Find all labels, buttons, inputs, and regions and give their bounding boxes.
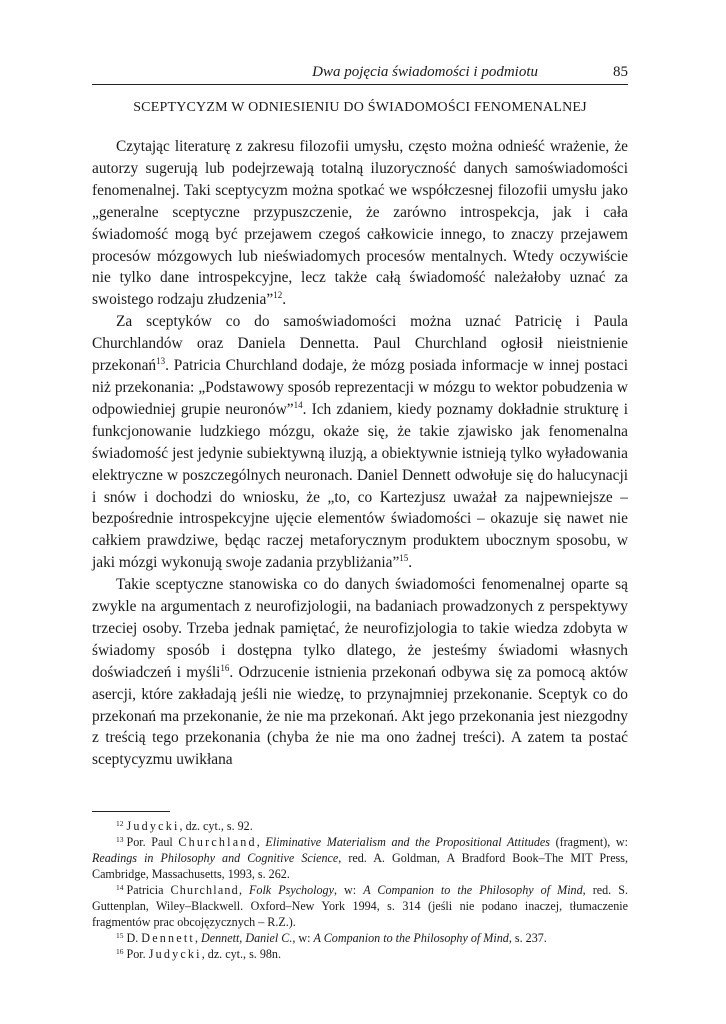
footnote-number: 12 <box>116 819 124 829</box>
footnote-text: , w: <box>333 883 364 898</box>
footnote-text: , red. S. Guttenplan, Wiley–Blackwell. Oxford–New York 1994, s. 314 (jeśli nie podano inaczej, tłumaczenie fragmentów prac obcojęzycznych – R.Z.). <box>92 883 628 930</box>
page-number: 85 <box>613 64 628 80</box>
footnote-13 <box>92 834 628 882</box>
footnote-text: , s. 237. <box>508 931 547 946</box>
footnote-text: , <box>238 883 250 898</box>
paragraph-1-text: Czytając literaturę z zakresu filozofii umysłu, często można odnieść wrażenie, że autorzy sugerują lub podejrzewają totalną iluzoryczność danych samoświadomości fenomenalnej. Taki sceptycyzm można spotkać we współczesnej filozofii umysłu jako „generalne sceptyczne przypuszczenie, że zarówno introspekcja, jak i cała świadomość mogą być przejawem czegoś całkowicie innego, to znaczy przejawem procesów mózgowych lub nieświadomych procesów mentalnych. Wtedy oczywiście nie tylko dane introspekcyjne, lecz także całą świadomość należałoby uznać za swoistego rodzaju złudzenia” <box>92 138 628 309</box>
paragraph-2-end: . <box>408 554 413 572</box>
footnote-number: 13 <box>116 835 124 845</box>
paragraph-2-text-c: . Ich zdaniem, kiedy poznamy dokładnie strukturę i funkcjonowanie ludzkiego mózgu, okaże się, że takie zjawisko jak fenomenalna świadomość jest jedynie subiektywną iluzją, a obiektywnie istnieją tylko wyładowania elektryczne w poszczególnych neuronach. Daniel Dennett odwołuje się do halucynacji i snów i dochodzi do wniosku, że „to, co Kartezjusz uważał za najpewniejsze – bezpośrednie introspekcyjne ujęcie elementów świadomości – okazuje się nawet nie całkiem prawdziwe, będąc raczej metaforycznym produktem ubocznym sposobu, w jaki mózgi wykonują swoje zadania przybliżania” <box>92 400 629 572</box>
footnote-text: D. <box>126 931 142 946</box>
footnote-16 <box>92 946 628 962</box>
running-title: Dwa pojęcia świadomości i podmiotu <box>312 64 538 80</box>
footnote-author: Judycki <box>148 947 202 962</box>
footnote-14 <box>92 882 628 930</box>
footnote-title: A Companion to the Philosophy of Mind <box>363 883 583 898</box>
footnote-text: , <box>256 835 266 850</box>
footnote-ref-15: 15 <box>399 553 409 564</box>
page <box>92 58 628 962</box>
footnote-author: Churchland <box>178 835 257 850</box>
running-head <box>92 58 628 82</box>
paragraph-3-text-a: Takie sceptyczne stanowiska co do danych świadomości fenomenalnej oparte są zwykle na argumentach z neurofizjologii, na badaniach prowadzonych z perspektywy trzeciej osoby. Trzeba jednak pamiętać, że neurofizjologia to takie wiedza zdobyta w świadomy sposób i dostępna tylko dlatego, że jesteśmy świadomi własnych doświadczeń i myśli <box>92 576 628 681</box>
footnotes <box>92 818 628 962</box>
footnote-text: , dz. cyt., s. 92. <box>179 819 253 834</box>
footnote-text: Patricia <box>126 883 171 898</box>
section-title: SCEPTYCYZM W ODNIESIENIU DO ŚWIADOMOŚCI FENOMENALNEJ <box>133 100 587 115</box>
footnote-ref-16: 16 <box>220 662 230 673</box>
footnote-12 <box>92 818 628 834</box>
paragraph-1-end: . <box>282 291 287 309</box>
footnote-title: Dennett, Daniel C. <box>201 931 293 946</box>
footnote-number: 14 <box>116 883 124 893</box>
footnote-title: A Companion to the Philosophy of Mind <box>313 931 509 946</box>
footnote-ref-12: 12 <box>273 290 283 301</box>
footnote-author: Judycki <box>126 819 180 834</box>
paragraph-2-text-a: Za sceptyków co do samoświadomości można uznać Patricię i Paula Churchlandów oraz Daniela Dennetta. Paul Churchland ogłosił nieistnienie przekonań <box>92 313 628 375</box>
paragraph-3 <box>92 574 628 771</box>
footnote-author: Dennett <box>141 931 195 946</box>
footnote-title: Readings in Philosophy and Cognitive Science <box>92 851 339 866</box>
footnote-text: Por. Paul <box>126 835 179 850</box>
footnote-text: , w: <box>292 931 314 946</box>
footnote-number: 16 <box>116 947 124 957</box>
footnote-text: , <box>194 931 202 946</box>
footnote-title: Eliminative Materialism and the Propositional Attitudes <box>265 835 550 850</box>
paragraph-1 <box>92 136 628 311</box>
footnote-text: Por. <box>126 947 149 962</box>
footnote-text: (fragment), w: <box>550 835 629 850</box>
footnote-author: Churchland <box>170 883 239 898</box>
footnote-ref-13: 13 <box>156 356 166 367</box>
body-text <box>92 136 628 771</box>
footnote-rule <box>92 811 170 812</box>
paragraph-2-text-b: . Patricia Churchland dodaje, że mózg posiada informacje w innej postaci niż przekonania: „Podstawowy sposób reprezentacji w mózgu to wektor pobudzenia w odpowiedniej grupie neuronów” <box>92 357 628 418</box>
footnote-text: , dz. cyt., s. 98n. <box>201 947 281 962</box>
footnote-title: Folk Psychology <box>249 883 334 898</box>
footnote-ref-14: 14 <box>293 399 303 410</box>
footnote-15 <box>92 930 628 946</box>
header-rule <box>92 84 628 85</box>
paragraph-3-text-b: . Odrzucenie istnienia przekonań odbywa się za pomocą aktów asercji, które zakładają jeśli nie wiedzę, to przynajmniej przekonanie. Sceptyk co do przekonań ma przekonanie, że nie ma przekonań. Akt jego przekonania jest niezgodny z treścią tego przekonania (chyba że nie ma ono żadnej treści). A zatem ta postać sceptycyzmu uwikłana <box>92 663 628 769</box>
paragraph-2 <box>92 311 628 574</box>
footnote-number: 15 <box>116 931 124 941</box>
footnote-text: , red. A. Goldman, A Bradford Book–The MIT Press, Cambridge, Massachusetts, 1993, s. 262. <box>92 851 628 882</box>
